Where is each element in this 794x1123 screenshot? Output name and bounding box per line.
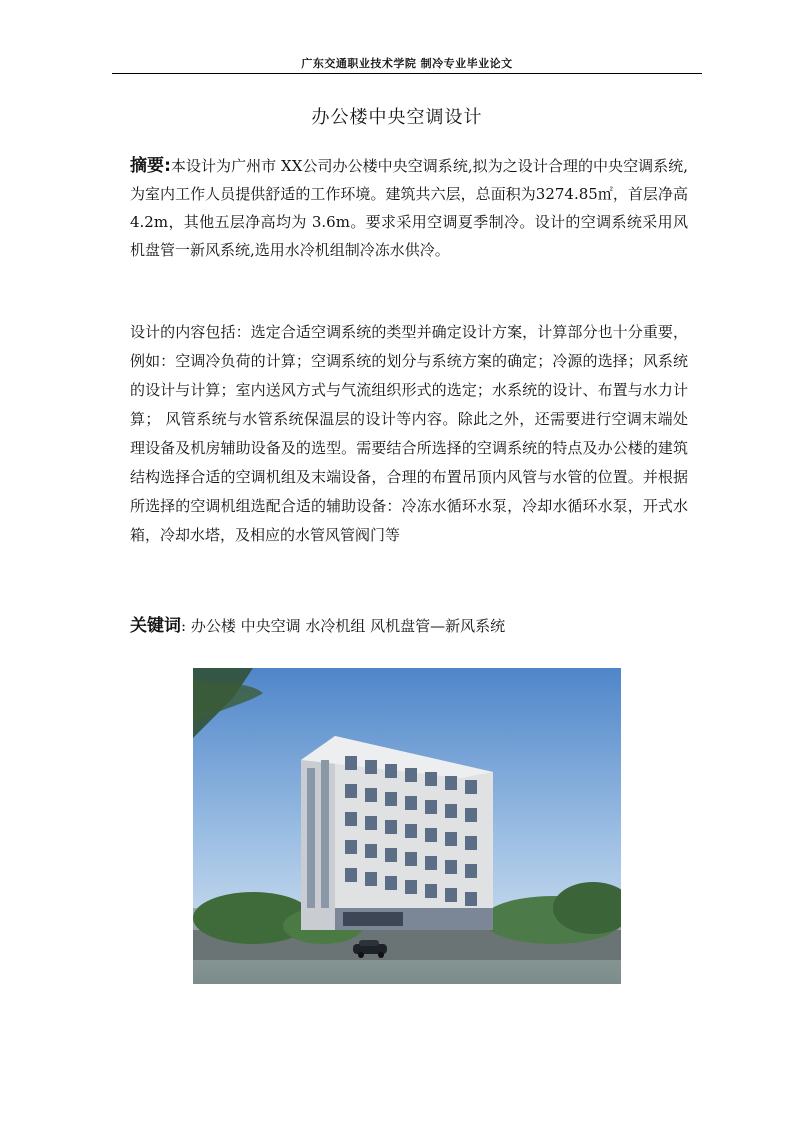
keywords-text: : 办公楼 中央空调 水冷机组 风机盘管—新风系统 (181, 617, 506, 635)
header-rule (112, 73, 702, 74)
document-title: 办公楼中央空调设计 (311, 107, 483, 128)
abstract-paragraph (130, 152, 688, 264)
office-building-image (193, 668, 621, 984)
abstract-label: 摘要: (130, 156, 171, 176)
content-paragraph: 设计的内容包括：选定合适空调系统的类型并确定设计方案，计算部分也十分重要，例如：空调冷负荷的计算；空调系统的划分与系统方案的确定；冷源的选择；风系统的设计与计算；室内送风方式与气流组织形式的选定；水系统的设计、布置与水力计算； 风管系统与水管系统保温层的设计等内容。除此之外，还需要进行空调末端处理设备及机房辅助设备及的选型。需要结合所选择的空调系统的特点及办公楼的建筑结构选择合适的空调机组及末端设备，合理的布置吊顶内风管与水管的位置。并根据所选择的空调机组选配合适的辅助设备：冷冻水循环水泵，冷却水循环水泵，开式水箱，冷却水塔，及相应的水管风管阀门等 (130, 323, 688, 544)
abstract-text: 本设计为广州市 XX公司办公楼中央空调系统,拟为之设计合理的中央空调系统,为室内工作人员提供舒适的工作环境。建筑共六层，总面积为3274.85㎡，首层净高 4.2m，其他五层净高均为 3.6m。要求采用空调夏季制冷。设计的空调系统采用风机盘管一新风系统,选用水冷机组制冷冻水供冷。 (130, 157, 688, 259)
keywords-line (130, 612, 688, 640)
keywords-label: 关键词 (130, 616, 181, 636)
building-illustration (193, 668, 621, 984)
page-header: 广东交通职业技术学院 制冷专业毕业论文 (301, 57, 513, 70)
